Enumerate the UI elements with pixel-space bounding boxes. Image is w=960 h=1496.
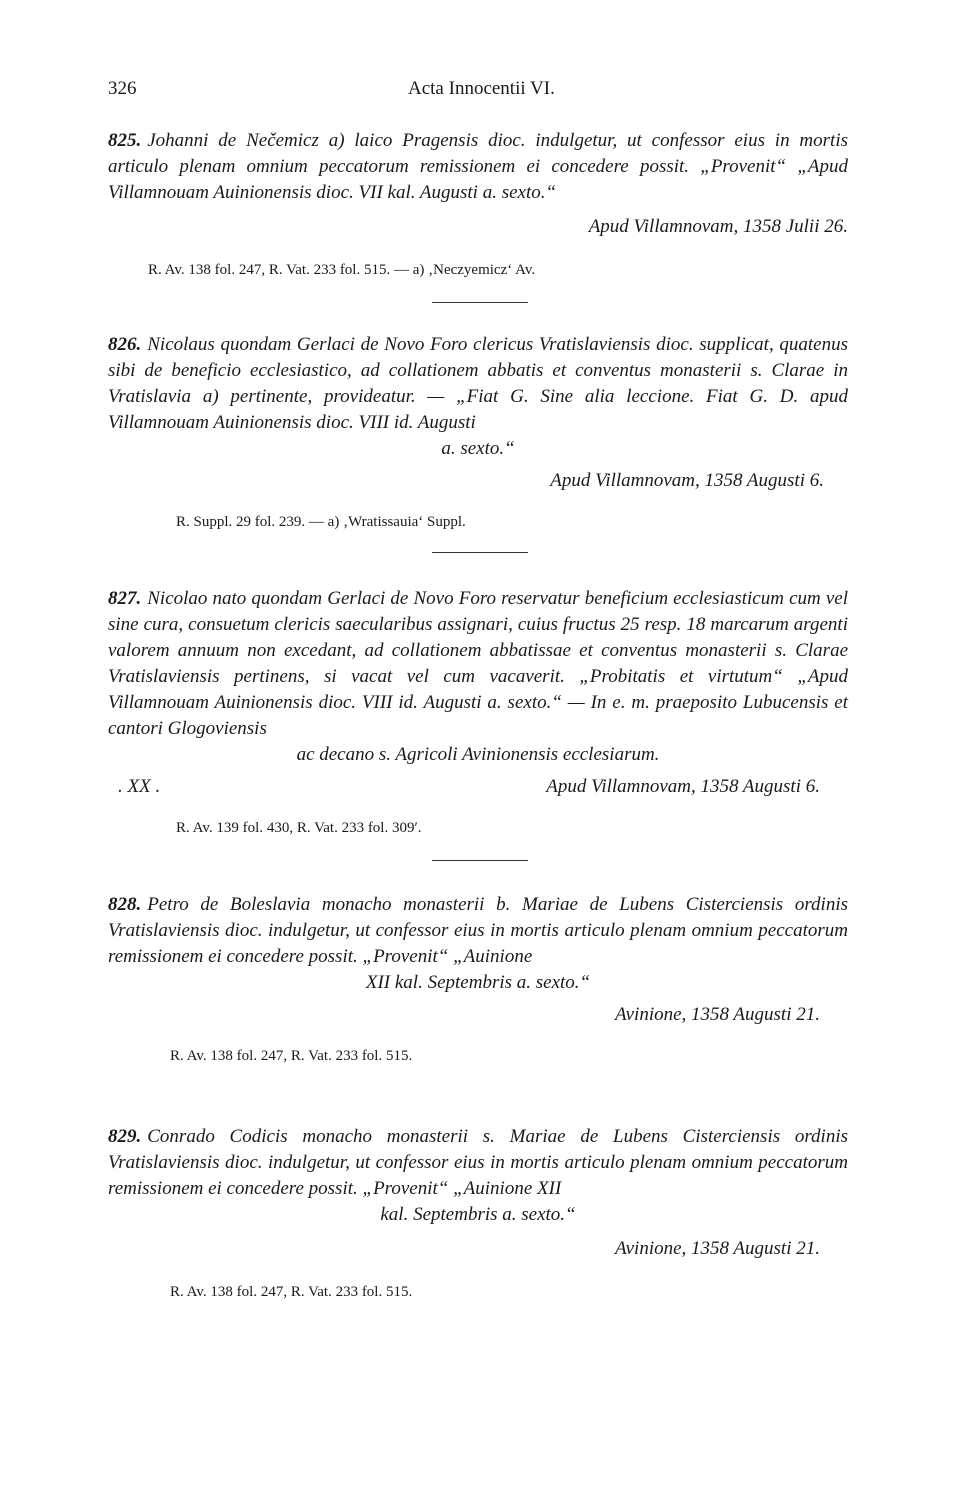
entry-number: 829. [108,1126,142,1147]
entry-body: Nicolao nato quondam Gerlaci de Novo Foro reservatur beneficium ecclesiasticum cum vel sine cura, consuetum clericis saecularibus assignari, cuius fructus 25 resp. 18 marcarum argenti valorem annuum non excedant, ad collationem abbatissae et conventus monasterii s. Clarae Vratislaviensis pertinens, si vacat vel cum vacaverit. „Probitatis et virtutum“ „Apud Villamnouam Auinionensis dioc. VIII id. Augusti a. sexto.“ — In e. m. praeposito Lubucensis et cantori Glogoviensis [108,588,848,739]
entry-828-source: R. Av. 138 fol. 247, R. Vat. 233 fol. 515. [170,1048,413,1064]
entry-825-text [108,128,848,206]
divider [432,860,528,861]
page-number: 326 [108,78,137,99]
entry-body-end: a. sexto.“ [441,438,515,459]
entry-825-date: Apud Villamnovam, 1358 Julii 26. [588,216,848,237]
running-title: Acta Innocentii VI. [408,78,555,99]
entry-829-source: R. Av. 138 fol. 247, R. Vat. 233 fol. 515. [170,1284,413,1300]
entry-827-text [108,586,848,768]
entry-number: 828. [108,894,142,915]
entry-body: Nicolaus quondam Gerlaci de Novo Foro clericus Vratislaviensis dioc. supplicat, quatenus sibi de beneficio ecclesiastico, ad collationem abbatis et conventus monasterii s. Clarae in Vratislavia a) pertinente, provideatur. — „Fiat G. Sine alia leccione. Fiat G. D. apud Villamnouam Auinionensis dioc. VIII id. Augusti [108,334,848,433]
entry-body-end: XII kal. Septembris a. sexto.“ [365,972,591,993]
entry-828-date: Avinione, 1358 Augusti 21. [615,1004,820,1025]
entry-827-date: Apud Villamnovam, 1358 Augusti 6. [546,776,820,797]
entry-body-end: ac decano s. Agricoli Avinionensis ecclesiarum. [296,744,660,765]
entry-826-date: Apud Villamnovam, 1358 Augusti 6. [550,470,824,491]
divider [432,302,528,303]
divider [432,552,528,553]
page-header [108,72,848,102]
entry-826-source: R. Suppl. 29 fol. 239. — a) ‚Wratissauia‘ Suppl. [176,514,466,530]
entry-body: Johanni de Nečemicz a) laico Pragensis dioc. indulgetur, ut confessor eius in mortis articulo plenam omnium peccatorum remissionem ei concedere possit. „Provenit“ „Apud Villamnouam Auinionensis dioc. VII kal. Augusti a. sexto.“ [108,130,848,203]
entry-829-text [108,1124,848,1228]
entry-number: 826. [108,334,142,355]
entry-body-end: kal. Septembris a. sexto.“ [380,1204,576,1225]
entry-body: Conrado Codicis monacho monasterii s. Mariae de Lubens Cisterciensis ordinis Vratislaviensis dioc. indulgetur, ut confessor eius in mortis articulo plenam omnium peccatorum remissionem ei concedere possit. „Provenit“ „Auinione XII [108,1126,848,1199]
entry-body: Petro de Boleslavia monacho monasterii b. Mariae de Lubens Cisterciensis ordinis Vratislaviensis dioc. indulgetur, ut confessor eius in mortis articulo plenam omnium peccatorum remissionem ei concedere possit. „Provenit“ „Auinione [108,894,848,967]
entry-825-source: R. Av. 138 fol. 247, R. Vat. 233 fol. 515. — a) ‚Neczyemicz‘ Av. [148,262,536,278]
entry-829-date: Avinione, 1358 Augusti 21. [615,1238,820,1259]
entry-number: 827. [108,588,142,609]
entry-number: 825. [108,130,142,151]
xx-mark: . XX . [118,776,161,797]
entry-828-text [108,892,848,996]
entry-827-source: R. Av. 139 fol. 430, R. Vat. 233 fol. 309′. [176,820,422,836]
entry-826-text [108,332,848,462]
